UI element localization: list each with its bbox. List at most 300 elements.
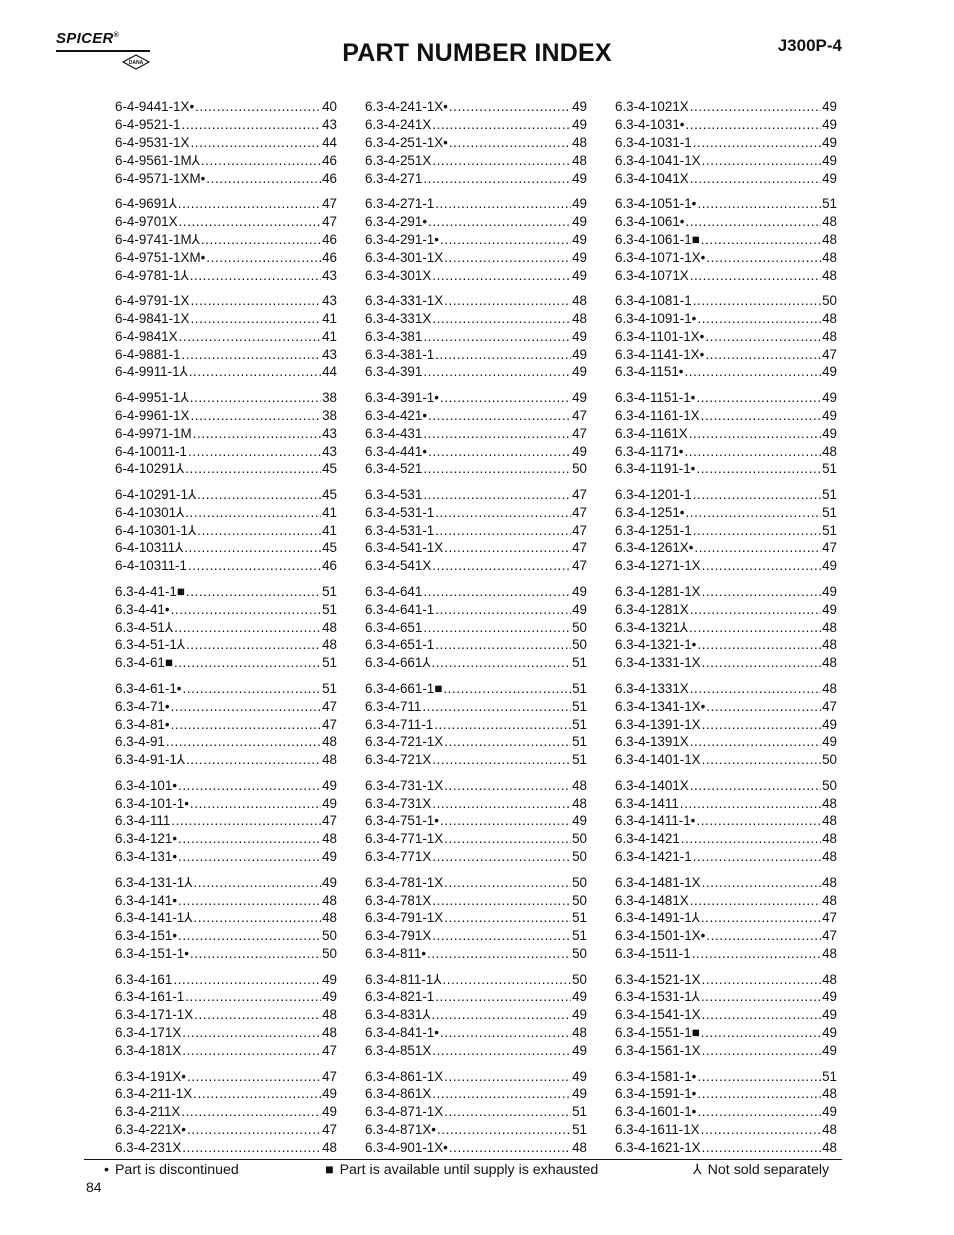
page-reference: 38 (322, 389, 337, 405)
page-reference: 49 (572, 1007, 587, 1023)
dot-leader (171, 812, 321, 830)
index-entry (615, 460, 837, 478)
index-entry (115, 170, 337, 188)
index-entry (615, 751, 837, 769)
index-entry (115, 504, 337, 522)
index-entry (615, 1103, 837, 1121)
dot-leader (427, 945, 571, 963)
page-reference: 41 (322, 522, 337, 538)
part-number: 6.3-4-251X (365, 152, 432, 168)
part-number: 6-4-9531-1X (115, 134, 190, 150)
part-number: 6-4-10291-1⅄ (115, 486, 197, 502)
dot-leader (444, 539, 571, 557)
part-number: 6.3-4-711 (365, 698, 422, 714)
page-reference: 50 (572, 637, 587, 653)
part-number: 6.3-4-1071X (615, 267, 689, 283)
dot-leader (701, 988, 821, 1006)
dot-leader (449, 134, 571, 152)
dot-leader (182, 1042, 321, 1060)
part-number: 6.3-4-101• (115, 777, 178, 793)
dot-leader (706, 698, 821, 716)
dot-leader (185, 988, 321, 1006)
dot-leader (690, 170, 821, 188)
dot-leader (705, 328, 821, 346)
part-number: 6.3-4-141• (115, 892, 178, 908)
page-reference: 49 (572, 601, 587, 617)
part-number: 6-4-9781-1⅄ (115, 267, 189, 283)
page-reference: 47 (322, 698, 337, 714)
dot-leader (449, 1139, 571, 1157)
dot-leader (185, 504, 321, 522)
index-entry (615, 522, 837, 540)
legend-label: Not sold separately (707, 1162, 830, 1178)
page-reference: 46 (322, 152, 337, 168)
dot-leader (435, 636, 571, 654)
page-reference: 45 (322, 461, 337, 477)
page-reference: 49 (572, 443, 587, 459)
index-entry (615, 1042, 837, 1060)
dot-leader (166, 733, 321, 751)
index-entry (615, 486, 837, 504)
dot-leader (194, 1006, 321, 1024)
dot-leader (206, 249, 321, 267)
index-entry (115, 231, 337, 249)
part-number: 6.3-4-1281X (615, 601, 689, 617)
page-reference: 49 (322, 989, 337, 1005)
index-entry (615, 636, 837, 654)
index-entry (365, 134, 587, 152)
index-entry (115, 292, 337, 310)
index-group (365, 971, 587, 1060)
dot-leader (444, 909, 571, 927)
part-number: 6.3-4-211X (115, 1104, 181, 1120)
page-reference: 41 (322, 328, 337, 344)
index-entry (115, 98, 337, 116)
index-entry (365, 601, 587, 619)
page-reference: 47 (572, 425, 587, 441)
index-entry (365, 310, 587, 328)
part-number: 6.3-4-871-1X (365, 1104, 444, 1120)
page-reference: 47 (822, 910, 837, 926)
part-number: 6.3-4-111 (115, 813, 171, 829)
index-entry (615, 1006, 837, 1024)
page-reference: 49 (572, 583, 587, 599)
index-entry (365, 636, 587, 654)
index-entry (115, 1042, 337, 1060)
index-entry (365, 777, 587, 795)
page-reference: 49 (322, 795, 337, 811)
index-entry (615, 213, 837, 231)
index-entry (365, 346, 587, 364)
dot-leader (701, 909, 821, 927)
page-reference: 51 (572, 655, 587, 671)
page-reference: 48 (822, 1140, 837, 1156)
dot-leader (705, 346, 821, 364)
index-column-3 (615, 98, 837, 1164)
page-reference: 49 (822, 558, 837, 574)
index-entry (365, 486, 587, 504)
legend-until-exhausted (325, 1162, 598, 1178)
index-entry (115, 698, 337, 716)
dot-leader (190, 945, 321, 963)
index-entry (115, 249, 337, 267)
index-group (615, 292, 837, 381)
page-reference: 48 (822, 637, 837, 653)
dot-leader (171, 716, 322, 734)
part-number: 6-4-9961-1X (115, 407, 190, 423)
dot-leader (435, 504, 571, 522)
index-entry (365, 848, 587, 866)
page-reference: 48 (322, 910, 337, 926)
part-number: 6.3-4-1391X (615, 734, 689, 750)
part-number: 6-4-9571-1XM• (115, 170, 206, 186)
index-entry (615, 909, 837, 927)
page-reference: 47 (572, 504, 587, 520)
dot-leader (423, 583, 571, 601)
page-reference: 47 (322, 195, 337, 211)
index-group (115, 389, 337, 478)
index-entry (365, 522, 587, 540)
page-reference: 51 (572, 928, 587, 944)
part-number: 6.3-4-1511-1 (615, 946, 691, 962)
page-reference: 49 (572, 389, 587, 405)
index-entry (115, 716, 337, 734)
page-reference: 49 (572, 1086, 587, 1102)
dot-leader (422, 698, 571, 716)
index-entry (615, 892, 837, 910)
dot-leader (690, 733, 821, 751)
index-entry (615, 988, 837, 1006)
dot-leader (444, 1068, 571, 1086)
dot-leader (432, 892, 571, 910)
index-entry (615, 389, 837, 407)
part-number: 6-4-10311⅄ (115, 540, 184, 556)
index-entry (615, 539, 837, 557)
part-number: 6.3-4-241X (365, 116, 432, 132)
page-reference: 47 (822, 540, 837, 556)
index-entry (615, 134, 837, 152)
page-reference: 51 (822, 522, 837, 538)
part-number: 6.3-4-531-1 (365, 522, 435, 538)
brand-name: SPICER® (56, 30, 120, 47)
dot-leader (178, 830, 321, 848)
part-number: 6.3-4-771X (365, 849, 432, 865)
index-entry (365, 751, 587, 769)
part-number: 6.3-4-781X (365, 892, 432, 908)
part-number: 6.3-4-771-1X (365, 831, 444, 847)
page-reference: 48 (822, 231, 837, 247)
dot-leader (690, 892, 821, 910)
dot-leader (178, 927, 321, 945)
dot-leader (197, 486, 321, 504)
dot-leader (444, 733, 571, 751)
page-reference: 51 (322, 680, 337, 696)
part-number: 6.3-4-391-1• (365, 389, 439, 405)
part-number: 6.3-4-1141-1X• (615, 346, 705, 362)
dot-leader (432, 927, 571, 945)
index-entry (615, 680, 837, 698)
page-reference: 50 (322, 946, 337, 962)
dot-leader (440, 812, 571, 830)
page-reference: 48 (572, 795, 587, 811)
part-number: 6.3-4-1031• (615, 116, 685, 132)
dot-leader (171, 698, 322, 716)
page-reference: 50 (572, 874, 587, 890)
dot-leader (178, 195, 321, 213)
dot-leader (423, 328, 571, 346)
part-number: 6.3-4-241-1X• (365, 99, 448, 114)
part-number: 6.3-4-51⅄ (115, 619, 174, 635)
index-group (115, 292, 337, 381)
index-entry (115, 830, 337, 848)
page-reference: 49 (572, 231, 587, 247)
page-reference: 50 (322, 928, 337, 944)
index-entry (115, 971, 337, 989)
page-reference: 43 (322, 425, 337, 441)
page-reference: 48 (822, 874, 837, 890)
page-reference: 47 (322, 813, 337, 829)
part-number: 6-4-9971-1M (115, 425, 192, 441)
dot-leader (685, 213, 821, 231)
index-entry (365, 1121, 587, 1139)
dot-leader (190, 389, 321, 407)
page-reference: 43 (322, 116, 337, 132)
page-reference: 49 (572, 249, 587, 265)
part-number: 6.3-4-791-1X (365, 910, 444, 926)
part-number: 6.3-4-1281-1X (615, 583, 701, 599)
page-reference: 44 (322, 364, 337, 380)
index-entry (365, 733, 587, 751)
index-entry (615, 504, 837, 522)
index-group (615, 777, 837, 866)
index-entry (365, 407, 587, 425)
page-reference: 51 (572, 680, 587, 696)
part-number: 6.3-4-1251• (615, 504, 685, 520)
part-number: 6.3-4-1491-1⅄ (615, 910, 700, 926)
page-reference: 49 (822, 716, 837, 732)
index-entry (115, 1006, 337, 1024)
index-group (365, 389, 587, 478)
index-entry (115, 619, 337, 637)
index-entry (615, 583, 837, 601)
dot-leader (435, 346, 571, 364)
dot-leader (187, 1121, 321, 1139)
part-number: 6.3-4-151-1• (115, 946, 189, 962)
dot-leader (190, 310, 321, 328)
dot-leader (173, 971, 321, 989)
legend-label: Part is available until supply is exhausted (339, 1162, 599, 1178)
index-group (365, 583, 587, 672)
page-reference: 49 (322, 849, 337, 865)
part-number: 6.3-4-721X (365, 752, 432, 768)
page-reference: 49 (822, 1043, 837, 1059)
index-entry (615, 557, 837, 575)
index-group (115, 680, 337, 769)
index-entry (365, 267, 587, 285)
index-group (115, 971, 337, 1060)
part-number: 6.3-4-1041-1X (615, 152, 701, 168)
index-entry (615, 795, 837, 813)
part-number: 6.3-4-641-1 (365, 601, 435, 617)
index-entry (115, 460, 337, 478)
page-reference: 43 (322, 346, 337, 362)
page-reference: 47 (572, 522, 587, 538)
dot-leader (449, 98, 571, 116)
dot-leader (701, 1024, 821, 1042)
dot-leader (432, 116, 571, 134)
index-entry (615, 267, 837, 285)
index-group (615, 874, 837, 963)
page-reference: 49 (572, 1043, 587, 1059)
page-reference: 48 (822, 310, 837, 326)
dot-leader (423, 486, 571, 504)
dot-leader (178, 848, 321, 866)
dot-leader (181, 1103, 321, 1121)
page-reference: 48 (322, 1140, 337, 1156)
part-number: 6-4-10291⅄ (115, 461, 185, 477)
index-entry (365, 98, 587, 116)
dot-leader (684, 443, 821, 461)
dot-leader (432, 310, 571, 328)
page-reference: 48 (822, 831, 837, 847)
page-reference: 49 (572, 99, 587, 114)
index-entry (365, 557, 587, 575)
dot-leader (702, 654, 821, 672)
index-entry (615, 654, 837, 672)
part-number: 6.3-4-51-1⅄ (115, 637, 185, 653)
page-reference: 47 (572, 558, 587, 574)
index-entry (365, 1042, 587, 1060)
dot-leader (174, 654, 321, 672)
part-number: 6-4-9561-1M⅄ (115, 152, 200, 168)
index-entry (365, 1024, 587, 1042)
part-number: 6.3-4-181X (115, 1043, 182, 1059)
part-number: 6.3-4-811• (365, 946, 427, 962)
page-reference: 48 (822, 267, 837, 283)
dot-leader (697, 1068, 821, 1086)
page-reference: 49 (572, 116, 587, 132)
dot-leader (182, 680, 321, 698)
index-entry (365, 363, 587, 381)
part-number: 6.3-4-191X• (115, 1068, 186, 1084)
index-entry (115, 134, 337, 152)
index-entry (115, 116, 337, 134)
dot-leader (701, 231, 821, 249)
part-number: 6.3-4-71• (115, 698, 170, 714)
page-reference: 49 (822, 583, 837, 599)
dot-leader (435, 988, 571, 1006)
dot-leader (178, 892, 321, 910)
page-reference: 49 (572, 813, 587, 829)
index-entry (615, 152, 837, 170)
page-reference: 47 (322, 716, 337, 732)
index-entry (615, 1024, 837, 1042)
index-entry (115, 1068, 337, 1086)
part-number: 6-4-9751-1XM• (115, 249, 206, 265)
dot-leader (689, 425, 821, 443)
index-entry (115, 310, 337, 328)
index-entry (115, 195, 337, 213)
index-entry (365, 170, 587, 188)
page-reference: 48 (822, 1086, 837, 1102)
page-reference: 51 (822, 1068, 837, 1084)
dot-leader (423, 619, 571, 637)
page-reference: 49 (822, 99, 837, 114)
index-entry (115, 892, 337, 910)
index-entry (365, 213, 587, 231)
dot-leader (432, 795, 571, 813)
page-reference: 48 (572, 152, 587, 168)
index-entry (365, 1006, 587, 1024)
page-reference: 50 (572, 619, 587, 635)
page-reference: 48 (322, 1007, 337, 1023)
dot-leader (684, 363, 821, 381)
dot-leader (444, 249, 571, 267)
dot-leader (186, 636, 321, 654)
dot-leader (697, 1103, 821, 1121)
page-reference: 46 (322, 231, 337, 247)
part-number: 6-4-9841-1X (115, 310, 190, 326)
dot-leader (188, 557, 321, 575)
dot-leader (701, 407, 821, 425)
part-number: 6.3-4-1201-1 (615, 486, 692, 502)
page-reference: 49 (572, 170, 587, 186)
page-reference: 48 (322, 892, 337, 908)
part-number: 6.3-4-161 (115, 971, 173, 987)
index-group (365, 486, 587, 575)
index-entry (615, 249, 837, 267)
index-entry (615, 601, 837, 619)
index-entry (365, 971, 587, 989)
page-reference: 48 (572, 310, 587, 326)
part-number: 6.3-4-1521-1X (615, 971, 701, 987)
dot-leader (697, 1085, 821, 1103)
page-title: PART NUMBER INDEX (342, 39, 612, 67)
part-number: 6.3-4-1411-1• (615, 813, 696, 829)
page-reference: 51 (322, 601, 337, 617)
index-entry (115, 654, 337, 672)
index-entry (115, 1121, 337, 1139)
part-number: 6.3-4-781-1X (365, 874, 444, 890)
dot-leader (193, 909, 321, 927)
index-entry (115, 1085, 337, 1103)
part-number: 6.3-4-1481X (615, 892, 689, 908)
index-entry (615, 116, 837, 134)
part-number: 6.3-4-861X (365, 1086, 432, 1102)
dot-leader (189, 363, 321, 381)
index-entry (115, 795, 337, 813)
page-reference: 49 (322, 777, 337, 793)
dot-leader (432, 1085, 571, 1103)
index-entry (615, 292, 837, 310)
page-reference: 45 (322, 486, 337, 502)
part-number: 6.3-4-1171• (615, 443, 684, 459)
index-group (365, 292, 587, 381)
dot-leader (423, 170, 571, 188)
dot-leader (701, 1121, 821, 1139)
part-number: 6.3-4-61■ (115, 655, 173, 671)
index-entry (115, 152, 337, 170)
dot-leader (432, 267, 571, 285)
page-reference: 49 (572, 364, 587, 380)
index-entry (615, 1139, 837, 1157)
dot-leader (696, 812, 821, 830)
index-entry (115, 425, 337, 443)
part-number: 6-4-9441-1X• (115, 99, 195, 114)
part-number: 6.3-4-531-1 (365, 504, 435, 520)
dot-leader (184, 539, 321, 557)
index-group (365, 1068, 587, 1157)
